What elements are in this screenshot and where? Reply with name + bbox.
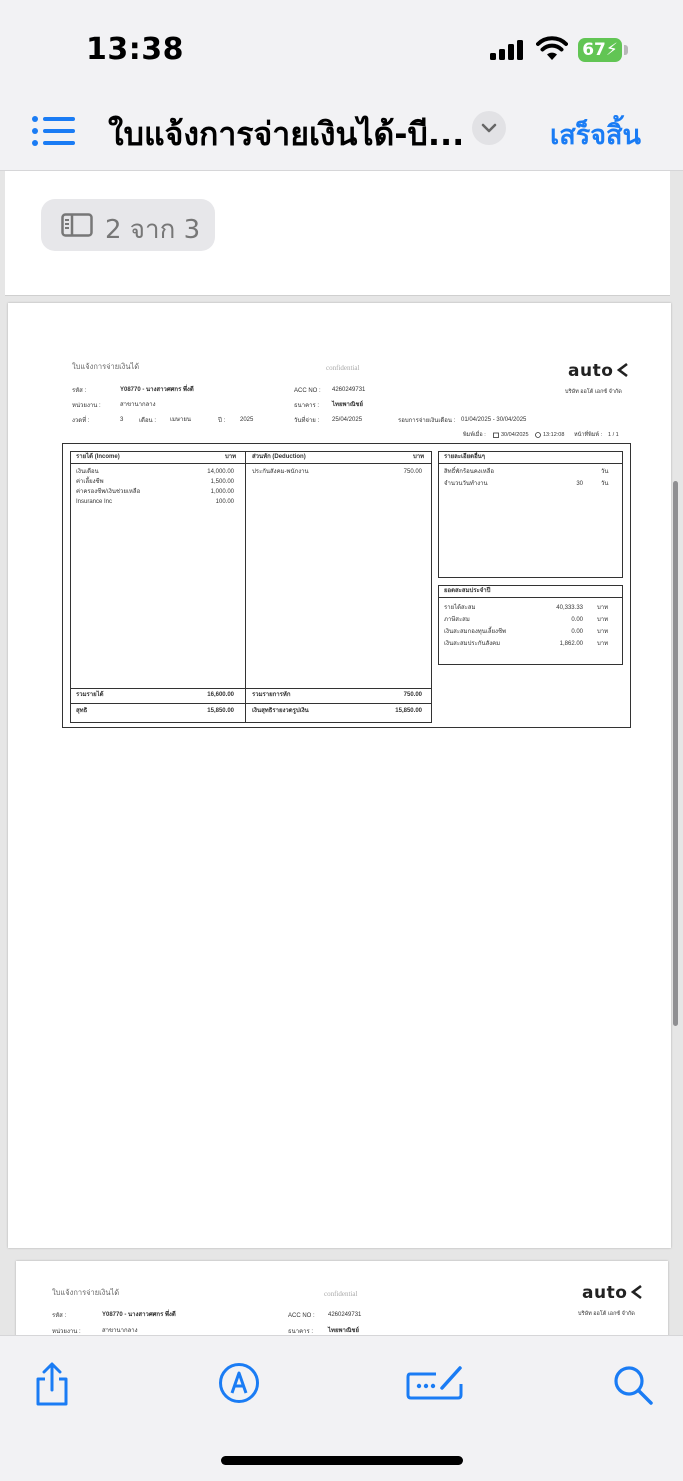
- ytd-value: 1,862.00: [559, 641, 583, 647]
- logo-mark-icon: [615, 362, 631, 378]
- next-employee-code: Y08770 - นางสาวศศกร พึ่งดี: [102, 1312, 176, 1318]
- status-bar: [0, 0, 683, 95]
- ytd-header: ยอดสะสมประจำปี: [444, 588, 491, 594]
- page-indicator[interactable]: [41, 199, 215, 251]
- wifi-icon: [536, 36, 568, 62]
- ytd-item: รายได้สะสม: [444, 605, 476, 611]
- print-label: พิมพ์เมื่อ :: [463, 432, 486, 438]
- year-label: ปี :: [218, 418, 226, 424]
- chevron-down-icon: [472, 111, 506, 145]
- document-title[interactable]: ใบแจ้งการจ่ายเงินได้-บี...: [108, 115, 465, 153]
- next-slip-title: ใบแจ้งการจ่ายเงินได้: [52, 1288, 120, 1297]
- dept-label: หน่วยงาน :: [72, 403, 101, 409]
- company-name: บริษัท ออโต้ เอกซ์ จำกัด: [565, 389, 622, 395]
- next-acc-number: 4260249731: [328, 1312, 362, 1318]
- income-amount: 14,000.00: [207, 469, 234, 475]
- other-value: 30: [576, 481, 583, 487]
- cycle-label: รอบการจ่ายเงินเดือน :: [398, 418, 456, 424]
- other-item: จำนวนวันทำงาน: [444, 481, 488, 487]
- share-icon[interactable]: [32, 1362, 72, 1408]
- cycle: 01/04/2025 - 30/04/2025: [461, 417, 527, 423]
- ytd-unit: บาท: [597, 617, 609, 623]
- sidebar-icon: [61, 213, 93, 237]
- income-item: Insurance Inc: [76, 499, 113, 505]
- next-page: [16, 1261, 668, 1335]
- battery-tip: [624, 45, 628, 55]
- income-item: เงินเดือน: [76, 469, 99, 475]
- page-indicator-label: 2 จาก 3: [105, 215, 201, 245]
- code-label: รหัส :: [72, 388, 87, 394]
- ytd-unit: บาท: [597, 641, 609, 647]
- markup-pen-icon[interactable]: [218, 1362, 260, 1404]
- deduction-amount: 750.00: [403, 469, 422, 475]
- logo-mark-icon: [629, 1284, 645, 1300]
- period-label: งวดที่ :: [72, 418, 90, 424]
- nav-bar: [0, 95, 683, 171]
- cellular-bars-icon: [490, 40, 524, 60]
- scrollbar[interactable]: [673, 481, 678, 1026]
- bank-label: ธนาคาร :: [294, 403, 320, 409]
- year: 2025: [240, 417, 254, 423]
- signature-icon[interactable]: [406, 1364, 464, 1402]
- income-header: รายได้ (Income): [76, 454, 120, 460]
- slip-title: ใบแจ้งการจ่ายเงินได้: [72, 362, 140, 371]
- calendar-icon: [493, 432, 499, 438]
- company-logo: [568, 361, 631, 381]
- title-menu-button[interactable]: [472, 111, 506, 145]
- document-viewer[interactable]: [0, 171, 683, 1335]
- deduction-header: ส่วนหัก (Deduction): [252, 454, 306, 460]
- done-button[interactable]: เสร็จสิ้น: [550, 120, 641, 151]
- page-no-label: หน้าที่พิมพ์ :: [574, 432, 603, 438]
- bank: ไทยพาณิชย์: [332, 402, 363, 408]
- paydate-label: วันที่จ่าย :: [294, 418, 320, 424]
- month-label: เดือน :: [139, 418, 156, 424]
- net-paid-amount: 15,850.00: [395, 708, 422, 714]
- employee-code: Y08770 - นางสาวศศกร พึ่งดี: [120, 387, 194, 393]
- confidential-label: confidential: [326, 364, 360, 372]
- paydate: 25/04/2025: [332, 417, 363, 423]
- header-rule: [70, 463, 432, 464]
- income-amount: 1,000.00: [210, 489, 234, 495]
- next-company-name: บริษัท ออโต้ เอกซ์ จำกัด: [578, 1311, 635, 1317]
- next-department: สาขานากลาง: [102, 1328, 138, 1334]
- other-header: รายละเอียดอื่นๆ: [444, 454, 486, 460]
- next-acc-label: ACC NO :: [288, 1313, 315, 1319]
- other-header-rule: [438, 463, 623, 464]
- other-unit: วัน: [601, 469, 609, 475]
- ytd-unit: บาท: [597, 629, 609, 635]
- home-indicator[interactable]: [221, 1456, 463, 1465]
- next-confidential-label: confidential: [324, 1290, 358, 1298]
- ytd-item: ภาษีสะสม: [444, 617, 470, 623]
- department: สาขานากลาง: [120, 402, 156, 408]
- ytd-item: เงินสะสมกองทุนเลี้ยงชีพ: [444, 629, 507, 635]
- next-code-label: รหัส :: [52, 1313, 67, 1319]
- net-amount: 15,850.00: [207, 708, 234, 714]
- income-item: ค่าเลี้ยงชีพ: [76, 479, 104, 485]
- ytd-item: เงินสะสมประกันสังคม: [444, 641, 501, 647]
- income-unit: บาท: [225, 454, 237, 460]
- total-deduction-label: รวมรายการหัก: [252, 692, 291, 698]
- next-bank: ไทยพาณิชย์: [328, 1328, 359, 1334]
- print-date: 30/04/2025: [501, 432, 529, 438]
- net-paid-label: เงินสุทธิรายงวดรูปเงิน: [252, 708, 309, 714]
- logo-text: auto: [568, 361, 614, 381]
- period: 3: [120, 417, 124, 423]
- deduction-unit: บาท: [413, 454, 425, 460]
- totals-rule: [70, 688, 432, 689]
- total-income: 16,600.00: [207, 692, 234, 698]
- next-bank-label: ธนาคาร :: [288, 1329, 314, 1335]
- list-icon[interactable]: [30, 111, 78, 151]
- total-income-label: รวมรายได้: [76, 692, 104, 698]
- ytd-unit: บาท: [597, 605, 609, 611]
- acc-label: ACC NO :: [294, 388, 321, 394]
- income-amount: 100.00: [215, 499, 234, 505]
- total-deduction: 750.00: [403, 692, 422, 698]
- net-label: สุทธิ: [76, 708, 88, 714]
- print-time: 13:12:08: [543, 432, 565, 438]
- other-item: สิทธิ์พักร้อนคงเหลือ: [444, 469, 495, 475]
- previous-page: [5, 171, 670, 296]
- ytd-value: 0.00: [571, 629, 583, 635]
- next-logo-text: auto: [582, 1283, 628, 1303]
- month: เมษายน: [170, 417, 191, 423]
- next-company-logo: [582, 1283, 645, 1303]
- next-dept-label: หน่วยงาน :: [52, 1329, 81, 1335]
- other-unit: วัน: [601, 481, 609, 487]
- status-time: 13:38: [86, 32, 184, 67]
- column-divider: [245, 451, 246, 723]
- income-item: ค่าครองชีพ/เงินช่วยเหลือ: [76, 489, 141, 495]
- acc-number: 4260249731: [332, 387, 366, 393]
- ytd-header-rule: [438, 597, 623, 598]
- deduction-item: ประกันสังคม-พนักงาน: [252, 469, 309, 475]
- ytd-value: 40,333.33: [556, 605, 583, 611]
- battery-indicator: 67⚡: [578, 38, 622, 62]
- ytd-value: 0.00: [571, 617, 583, 623]
- net-rule: [70, 703, 432, 704]
- search-icon[interactable]: [612, 1364, 654, 1406]
- pdf-page: [8, 303, 671, 1248]
- battery-level: 67: [582, 40, 606, 60]
- page-no: 1 / 1: [608, 432, 619, 438]
- clock-icon: [535, 432, 541, 438]
- income-amount: 1,500.00: [210, 479, 234, 485]
